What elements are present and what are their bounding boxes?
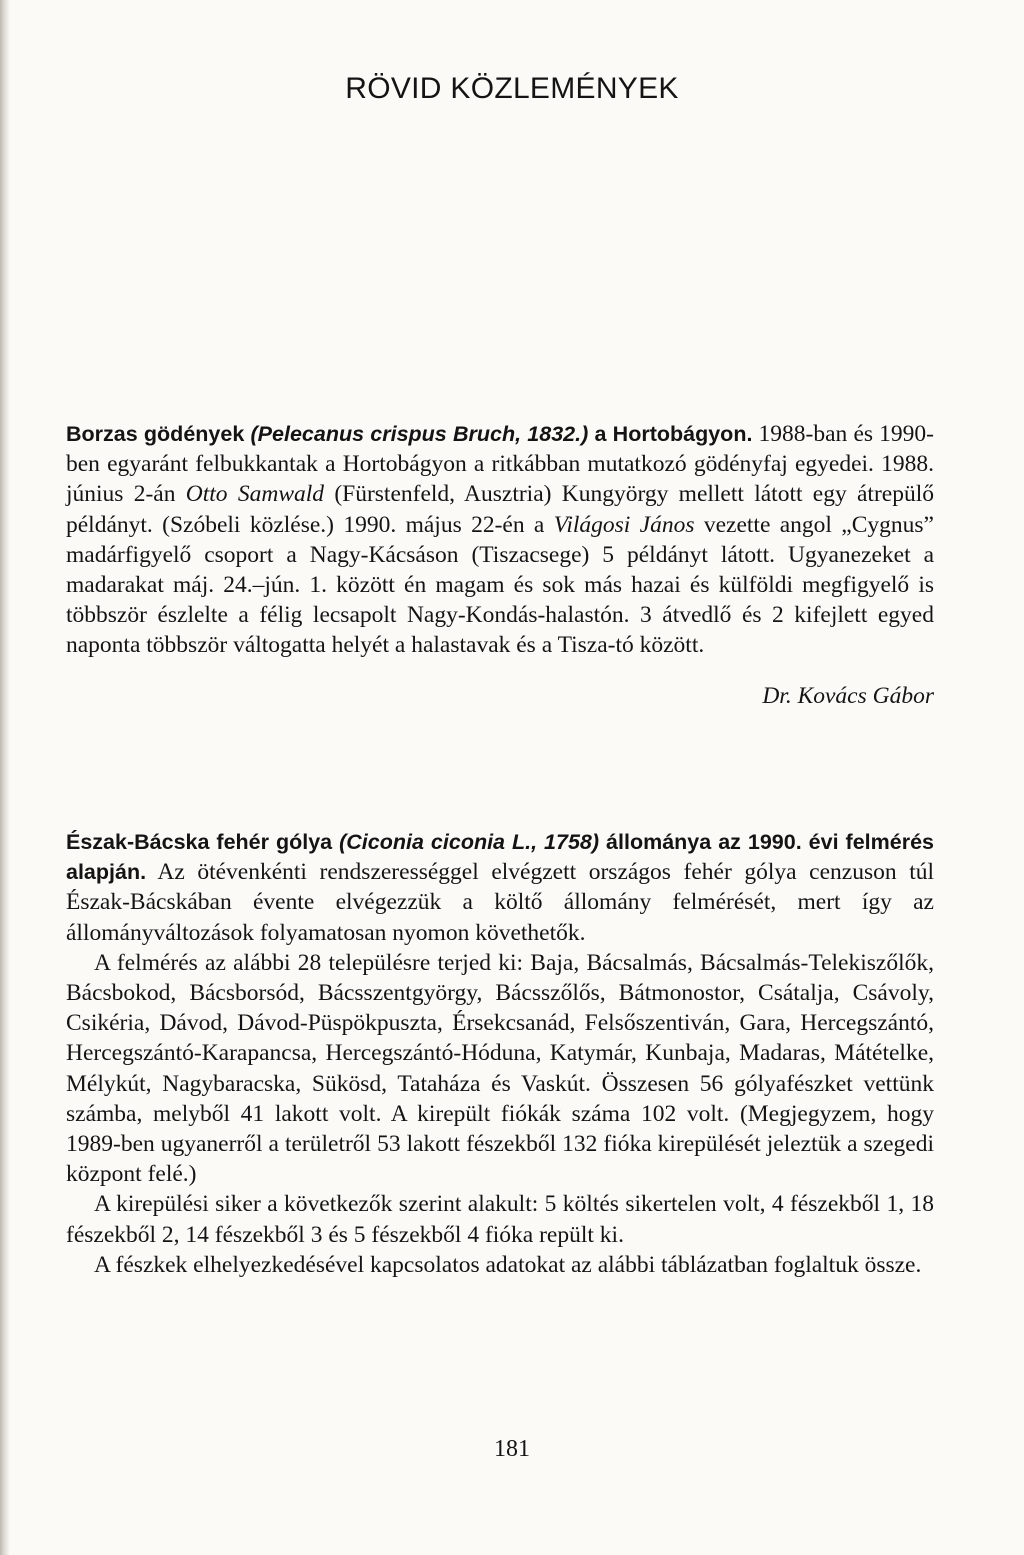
article-stork bbox=[66, 827, 934, 1280]
page-number: 181 bbox=[494, 1436, 530, 1462]
article-pelican-heading: Borzas gödények (Pelecanus crispus Bruch, 1832.) a Hortobágyon. bbox=[66, 422, 753, 446]
article-stork-paragraph-2: A felmérés az alábbi 28 településre terjed ki: Baja, Bácsalmás, Bácsalmás-Telekiszőlők, Bácsbokod, Bácsborsód, Bácsszentgyörgy, Bácsszőlős, Bátmonostor, Csátalja, Csávoly, Csikéria, Dávod, Dávod-Püspökpuszta, Érsekcsanád, Felsőszentiván, Gara, Hercegszántó, Hercegszántó-Karapancsa, Hercegszántó-Hóduna, Katymár, Kunbaja, Madaras, Mátételke, Mélykút, Nagybaracska, Sükösd, Tataháza és Vaskút. Összesen 56 gólyafészket vettünk számba, melyből 41 lakott volt. A kirepült fiókák száma 102 volt. (Megjegyzem, hogy 1989-ben ugyanerről a területről 53 lakott fészekből 132 fióka kirepülését jeleztük a szegedi központ felé.) bbox=[66, 949, 934, 1188]
article-stork-paragraph-1: Észak-Bácska fehér gólya (Ciconia ciconia L., 1758) állománya az 1990. évi felmérés alapján. Az ötévenkénti rendszerességgel elvégzett országos fehér gólya cenzuson túl Észak-Bácskában évente elvégezzük a költő állomány felmérését, mert így az állományváltozások folyamatosan nyomon követhetők. bbox=[66, 830, 934, 946]
article-stork-paragraph-3: A kirepülési siker a következők szerint alakult: 5 költés sikertelen volt, 4 fészekből 1, 18 fészekből 2, 14 fészekből 3 és 5 fészekből 4 fióka repült ki. bbox=[66, 1191, 934, 1248]
observer-name: Világosi János bbox=[553, 511, 695, 538]
article-stork-heading: Észak-Bácska fehér gólya (Ciconia ciconia L., 1758) állománya az 1990. évi felmérés alapján. bbox=[66, 830, 934, 885]
scanned-page-edge bbox=[0, 0, 10, 1555]
page-title: RÖVID KÖZLEMÉNYEK bbox=[345, 72, 679, 105]
article-pelican-paragraph: Borzas gödények (Pelecanus crispus Bruch, 1832.) a Hortobágyon. 1988-ban és 1990-ben egyaránt felbukkantak a Hortobágyon a ritkábban mutatkozó gödényfaj egyedei. 1988. június 2-án Otto Samwald (Fürstenfeld, Ausztria) Kungyörgy mellett látott egy átrepülő példányt. (Szóbeli közlése.) 1990. május 22-én a Világosi János vezette angol „Cygnus” madárfigyelő csoport a Nagy-Kácsáson (Tiszacsege) 5 példányt látott. Ugyanezeket a madarakat máj. 24.–jún. 1. között én magam és sok más hazai és külföldi megfigyelő is többször észlelte a félig lecsapolt Nagy-Kondás-halastón. 3 átvedlő és 2 kifejlett egyed naponta többször váltogatta helyét a halastavak és a Tisza-tó között. bbox=[66, 421, 934, 659]
article-stork-paragraph-4: A fészkek elhelyezkedésével kapcsolatos adatokat az alábbi táblázatban foglaltuk össze. bbox=[94, 1251, 922, 1278]
author-signature: Dr. Kovács Gábor bbox=[762, 682, 934, 709]
article-pelican bbox=[66, 419, 934, 710]
observer-name: Otto Samwald bbox=[185, 481, 325, 508]
